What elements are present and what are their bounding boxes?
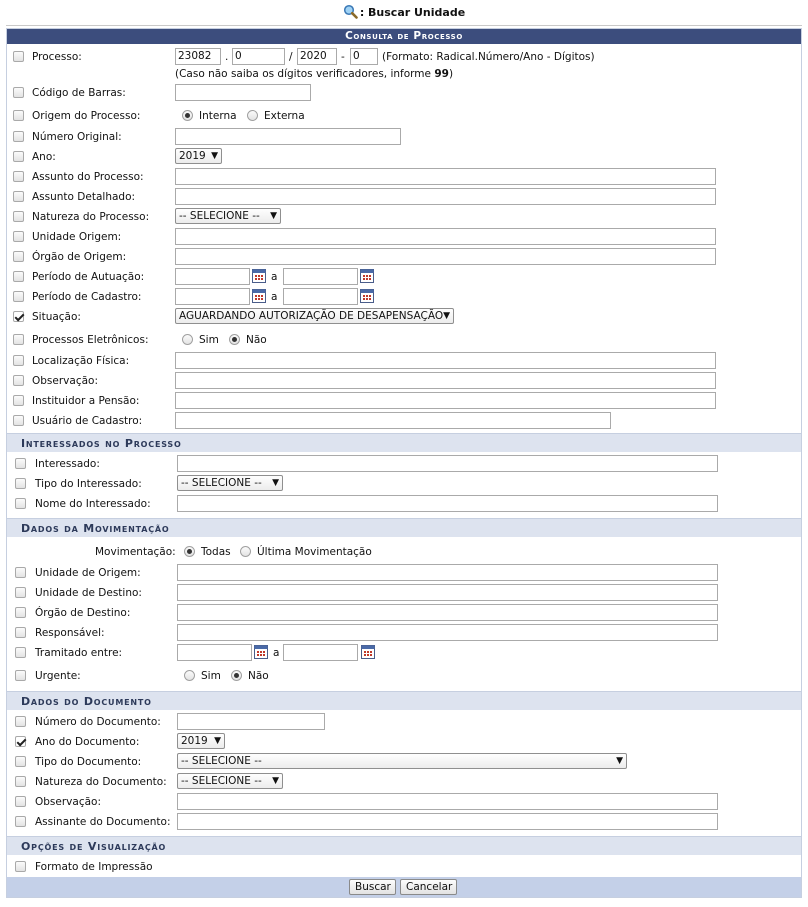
row-doc-natureza bbox=[7, 772, 801, 792]
row-eletronicos bbox=[7, 330, 801, 350]
periodo-autuacao-checkbox[interactable] bbox=[13, 271, 24, 282]
chevron-down-icon: ▼ bbox=[270, 211, 277, 221]
mov-unidade-destino-checkbox[interactable] bbox=[15, 587, 26, 598]
chevron-down-icon: ▼ bbox=[272, 478, 279, 488]
doc-assinante-checkbox[interactable] bbox=[15, 816, 26, 827]
mov-tramitado-checkbox[interactable] bbox=[15, 647, 26, 658]
eletronicos-checkbox[interactable] bbox=[13, 334, 24, 345]
row-assunto-detalhado bbox=[7, 187, 801, 207]
row-interessado bbox=[7, 454, 801, 474]
codigo-barras-label: Código de Barras: bbox=[32, 87, 126, 99]
doc-numero-input[interactable] bbox=[177, 713, 325, 730]
instituidor-label: Instituidor a Pensão: bbox=[32, 395, 140, 407]
sep-dot: . bbox=[225, 51, 229, 63]
eletronicos-nao-radio[interactable] bbox=[229, 334, 240, 345]
row-assunto-processo bbox=[7, 167, 801, 187]
eletronicos-nao-label: Não bbox=[246, 334, 267, 346]
periodo-autuacao-label: Período de Autuação: bbox=[32, 271, 145, 283]
row-doc-tipo bbox=[7, 752, 801, 772]
processo-digitos-input[interactable]: 0 bbox=[350, 48, 378, 65]
periodo-autuacao-fim-input[interactable] bbox=[283, 268, 358, 285]
form-caption: Consulta de Processo bbox=[7, 29, 801, 44]
row-periodo-cadastro bbox=[7, 287, 801, 307]
numero-original-label: Número Original: bbox=[32, 131, 122, 143]
row-codigo-barras bbox=[7, 83, 801, 103]
sep-a: a bbox=[271, 291, 278, 303]
processo-checkbox[interactable] bbox=[13, 51, 24, 62]
mov-unidade-origem-input[interactable] bbox=[177, 564, 718, 581]
doc-observacao-input[interactable] bbox=[177, 793, 718, 810]
chevron-down-icon: ▼ bbox=[272, 776, 279, 786]
calendar-icon[interactable] bbox=[254, 645, 268, 659]
observacao-input[interactable] bbox=[175, 372, 716, 389]
calendar-icon[interactable] bbox=[360, 269, 374, 283]
row-periodo-autuacao bbox=[7, 267, 801, 287]
row-instituidor bbox=[7, 391, 801, 411]
row-mov-urgente bbox=[7, 666, 801, 686]
row-usuario-cadastro bbox=[7, 411, 801, 431]
eletronicos-sim-radio[interactable] bbox=[182, 334, 193, 345]
page-title: : Buscar Unidade bbox=[359, 6, 466, 19]
orgao-origem-label: Órgão de Origem: bbox=[32, 251, 127, 263]
doc-ano-checkbox[interactable] bbox=[15, 736, 26, 747]
assunto-processo-label: Assunto do Processo: bbox=[32, 171, 144, 183]
movimentacao-todas-label: Todas bbox=[201, 546, 231, 558]
mov-tramitado-fim-input[interactable] bbox=[283, 644, 358, 661]
row-mov-unidade-origem bbox=[7, 563, 801, 583]
movimentacao-todas-radio[interactable] bbox=[184, 546, 195, 557]
natureza-label: Natureza do Processo: bbox=[32, 211, 150, 223]
mov-unidade-origem-checkbox[interactable] bbox=[15, 567, 26, 578]
doc-ano-label: Ano do Documento: bbox=[35, 736, 140, 748]
interessado-label: Interessado: bbox=[35, 458, 100, 470]
mov-urgente-checkbox[interactable] bbox=[15, 670, 26, 681]
row-situacao bbox=[7, 307, 801, 327]
chevron-down-icon: ▼ bbox=[214, 736, 221, 746]
row-processo-hint bbox=[7, 65, 801, 81]
periodo-cadastro-checkbox[interactable] bbox=[13, 291, 24, 302]
row-doc-numero bbox=[7, 712, 801, 732]
localizacao-input[interactable] bbox=[175, 352, 716, 369]
doc-tipo-checkbox[interactable] bbox=[15, 756, 26, 767]
row-movimentacao-tipo bbox=[7, 542, 801, 562]
calendar-icon[interactable] bbox=[361, 645, 375, 659]
row-doc-assinante bbox=[7, 812, 801, 832]
unidade-origem-label: Unidade Origem: bbox=[32, 231, 122, 243]
doc-numero-label: Número do Documento: bbox=[35, 716, 161, 728]
orgao-origem-checkbox[interactable] bbox=[13, 251, 24, 262]
row-mov-responsavel bbox=[7, 623, 801, 643]
cancelar-button[interactable]: Cancelar bbox=[400, 879, 457, 895]
mov-unidade-origem-label: Unidade de Origem: bbox=[35, 567, 141, 579]
row-ano bbox=[7, 147, 801, 167]
mov-orgao-destino-input[interactable] bbox=[177, 604, 718, 621]
usuario-cadastro-label: Usuário de Cadastro: bbox=[32, 415, 143, 427]
origem-externa-radio[interactable] bbox=[247, 110, 258, 121]
doc-natureza-select[interactable]: -- SELECIONE -- ▼ bbox=[177, 773, 283, 789]
doc-assinante-input[interactable] bbox=[177, 813, 718, 830]
doc-tipo-select[interactable]: -- SELECIONE -- ▼ bbox=[177, 753, 627, 769]
periodo-cadastro-label: Período de Cadastro: bbox=[32, 291, 142, 303]
situacao-select[interactable]: AGUARDANDO AUTORIZAÇÃO DE DESAPENSAÇÃO ▼ bbox=[175, 308, 454, 324]
assunto-detalhado-input[interactable] bbox=[175, 188, 716, 205]
mov-responsavel-label: Responsável: bbox=[35, 627, 105, 639]
periodo-autuacao-inicio-input[interactable] bbox=[175, 268, 250, 285]
mov-unidade-destino-label: Unidade de Destino: bbox=[35, 587, 142, 599]
origem-externa-label: Externa bbox=[264, 110, 305, 122]
interessado-input[interactable] bbox=[177, 455, 718, 472]
urgente-sim-label: Sim bbox=[201, 670, 221, 682]
localizacao-label: Localização Física: bbox=[32, 355, 130, 367]
processo-format-hint: (Formato: Radical.Número/Ano - Dígitos) bbox=[382, 51, 595, 63]
movimentacao-section-title: Dados da Movimentação bbox=[7, 518, 801, 537]
situacao-checkbox[interactable] bbox=[13, 311, 24, 322]
natureza-checkbox[interactable] bbox=[13, 211, 24, 222]
mov-orgao-destino-label: Órgão de Destino: bbox=[35, 607, 131, 619]
doc-ano-select[interactable]: 2019 ▼ bbox=[177, 733, 225, 749]
periodo-cadastro-fim-input[interactable] bbox=[283, 288, 358, 305]
row-nome-interessado bbox=[7, 494, 801, 514]
row-natureza bbox=[7, 207, 801, 227]
magnifier-icon bbox=[343, 4, 358, 22]
documento-section-title: Dados do Documento bbox=[7, 691, 801, 710]
mov-unidade-destino-input[interactable] bbox=[177, 584, 718, 601]
row-formato-impressao bbox=[7, 857, 801, 877]
sep-a: a bbox=[273, 647, 280, 659]
doc-assinante-label: Assinante do Documento: bbox=[35, 816, 171, 828]
origem-checkbox[interactable] bbox=[13, 110, 24, 121]
mov-responsavel-input[interactable] bbox=[177, 624, 718, 641]
natureza-select[interactable]: -- SELECIONE -- ▼ bbox=[175, 208, 281, 224]
calendar-icon[interactable] bbox=[360, 289, 374, 303]
usuario-cadastro-checkbox[interactable] bbox=[13, 415, 24, 426]
interessados-section-title: Interessados no Processo bbox=[7, 433, 801, 452]
doc-natureza-label: Natureza do Documento: bbox=[35, 776, 167, 788]
sep-dash: - bbox=[341, 51, 345, 63]
numero-original-input[interactable] bbox=[175, 128, 401, 145]
row-observacao bbox=[7, 371, 801, 391]
doc-tipo-label: Tipo do Documento: bbox=[35, 756, 142, 768]
urgente-sim-radio[interactable] bbox=[184, 670, 195, 681]
row-doc-observacao bbox=[7, 792, 801, 812]
calendar-icon[interactable] bbox=[252, 269, 266, 283]
assunto-detalhado-checkbox[interactable] bbox=[13, 191, 24, 202]
movimentacao-ultima-label: Última Movimentação bbox=[257, 546, 372, 558]
codigo-barras-input[interactable] bbox=[175, 84, 311, 101]
nome-interessado-input[interactable] bbox=[177, 495, 718, 512]
consulta-form bbox=[6, 28, 802, 898]
periodo-cadastro-inicio-input[interactable] bbox=[175, 288, 250, 305]
assunto-processo-checkbox[interactable] bbox=[13, 171, 24, 182]
eletronicos-label: Processos Eletrônicos: bbox=[32, 334, 149, 346]
ano-label: Ano: bbox=[32, 151, 56, 163]
doc-natureza-checkbox[interactable] bbox=[15, 776, 26, 787]
chevron-down-icon: ▼ bbox=[443, 311, 450, 321]
origem-interna-label: Interna bbox=[199, 110, 237, 122]
row-mov-unidade-destino bbox=[7, 583, 801, 603]
observacao-checkbox[interactable] bbox=[13, 375, 24, 386]
doc-observacao-checkbox[interactable] bbox=[15, 796, 26, 807]
row-doc-ano bbox=[7, 732, 801, 752]
row-orgao-origem bbox=[7, 247, 801, 267]
page-header bbox=[0, 0, 808, 28]
situacao-label: Situação: bbox=[32, 311, 81, 323]
unidade-origem-checkbox[interactable] bbox=[13, 231, 24, 242]
processo-radical-input[interactable]: 23082 bbox=[175, 48, 221, 65]
chevron-down-icon: ▼ bbox=[211, 151, 218, 161]
urgente-nao-label: Não bbox=[248, 670, 269, 682]
movimentacao-ultima-radio[interactable] bbox=[240, 546, 251, 557]
processo-label: Processo: bbox=[32, 51, 82, 63]
assunto-detalhado-label: Assunto Detalhado: bbox=[32, 191, 136, 203]
visualizacao-section-title: Opções de Visualização bbox=[7, 836, 801, 855]
doc-observacao-label: Observação: bbox=[35, 796, 101, 808]
origem-interna-radio[interactable] bbox=[182, 110, 193, 121]
assunto-processo-input[interactable] bbox=[175, 168, 716, 185]
tipo-interessado-select[interactable]: -- SELECIONE -- ▼ bbox=[177, 475, 283, 491]
nome-interessado-checkbox[interactable] bbox=[15, 498, 26, 509]
movimentacao-label: Movimentação: bbox=[95, 546, 176, 558]
row-unidade-origem bbox=[7, 227, 801, 247]
row-processo bbox=[7, 47, 801, 67]
interessado-checkbox[interactable] bbox=[15, 458, 26, 469]
ano-select[interactable]: 2019 ▼ bbox=[175, 148, 222, 164]
calendar-icon[interactable] bbox=[252, 289, 266, 303]
mov-tramitado-inicio-input[interactable] bbox=[177, 644, 252, 661]
nome-interessado-label: Nome do Interessado: bbox=[35, 498, 151, 510]
urgente-nao-radio[interactable] bbox=[231, 670, 242, 681]
processo-ano-input[interactable]: 2020 bbox=[297, 48, 337, 65]
row-numero-original bbox=[7, 127, 801, 147]
tipo-interessado-checkbox[interactable] bbox=[15, 478, 26, 489]
mov-urgente-label: Urgente: bbox=[35, 670, 81, 682]
doc-numero-checkbox[interactable] bbox=[15, 716, 26, 727]
codigo-barras-checkbox[interactable] bbox=[13, 87, 24, 98]
row-origem bbox=[7, 106, 801, 126]
localizacao-checkbox[interactable] bbox=[13, 355, 24, 366]
instituidor-input[interactable] bbox=[175, 392, 716, 409]
unidade-origem-input[interactable] bbox=[175, 228, 716, 245]
formato-impressao-label: Formato de Impressão bbox=[35, 861, 153, 873]
formato-impressao-checkbox[interactable] bbox=[15, 861, 26, 872]
row-localizacao bbox=[7, 351, 801, 371]
row-mov-tramitado bbox=[7, 643, 801, 663]
row-mov-orgao-destino bbox=[7, 603, 801, 623]
usuario-cadastro-input[interactable] bbox=[175, 412, 611, 429]
chevron-down-icon: ▼ bbox=[616, 756, 623, 766]
processo-hint2: (Caso não saiba os dígitos verificadores, informe 99) bbox=[175, 68, 454, 80]
buscar-button[interactable]: Buscar bbox=[349, 879, 396, 895]
observacao-label: Observação: bbox=[32, 375, 98, 387]
eletronicos-sim-label: Sim bbox=[199, 334, 219, 346]
processo-numero-input[interactable]: 0 bbox=[232, 48, 285, 65]
sep-a: a bbox=[271, 271, 278, 283]
form-footer bbox=[7, 877, 801, 897]
ano-checkbox[interactable] bbox=[13, 151, 24, 162]
numero-original-checkbox[interactable] bbox=[13, 131, 24, 142]
mov-tramitado-label: Tramitado entre: bbox=[35, 647, 123, 659]
tipo-interessado-label: Tipo do Interessado: bbox=[35, 478, 142, 490]
instituidor-checkbox[interactable] bbox=[13, 395, 24, 406]
mov-orgao-destino-checkbox[interactable] bbox=[15, 607, 26, 618]
mov-responsavel-checkbox[interactable] bbox=[15, 627, 26, 638]
sep-slash: / bbox=[289, 51, 293, 63]
orgao-origem-input[interactable] bbox=[175, 248, 716, 265]
origem-label: Origem do Processo: bbox=[32, 110, 141, 122]
row-tipo-interessado bbox=[7, 474, 801, 494]
